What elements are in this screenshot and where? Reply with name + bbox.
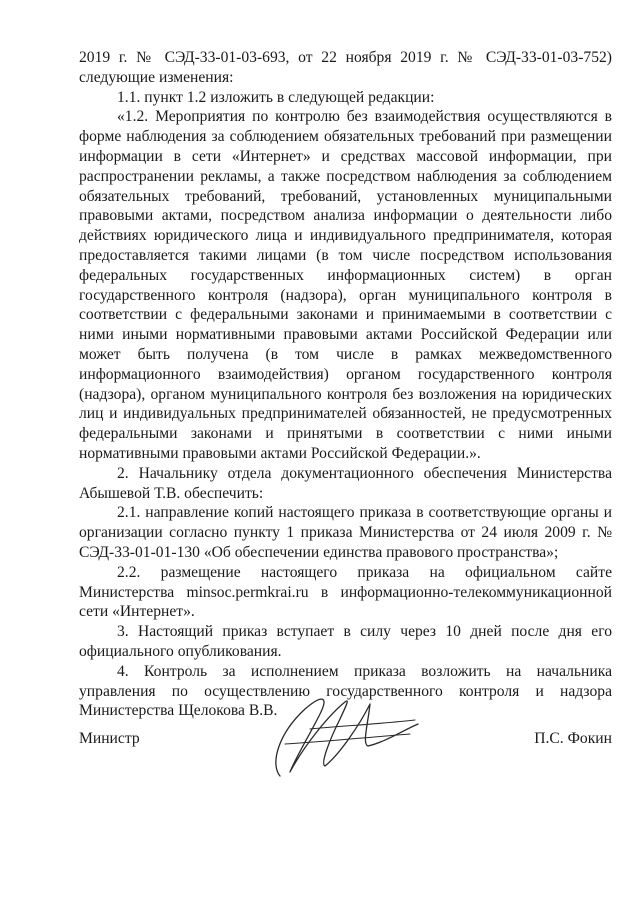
signatory-title: Министр (79, 730, 140, 747)
paragraph-4: 4. Контроль за исполнением приказа возложить на начальника управления по осуществлению государственного контроля и надзора Министерства Щелокова В.В. (79, 662, 612, 720)
signatory-name: П.С. Фокин (534, 730, 612, 747)
paragraph-2-1: 2.1. направление копий настоящего приказа в соответствующие органы и организации согласно пункту 1 приказа Министерства от 24 июля 2009 г. № СЭД-33-01-01-130 «Об обеспечении единства правового пространства»; (79, 504, 612, 561)
paragraph-1-2-new-text: «1.2. Мероприятия по контролю без взаимодействия осуществляются в форме наблюдения за соблюдением обязательных требований при размещении информации в сети «Интернет» и средствах массовой информации, при распространении рекламы, а также посредством наблюдения за соблюдением обязательных требований, требований, установленных муниципальными правовыми актами, посредством анализа информации о деятельности либо действиях юридического лица и индивидуального предпринимателя, которая предоставляется такими лицами (в том числе посредством использования федеральных государственных информационных систем) в орган государственного контроля (надзора), орган муниципального контроля в соответствии с федеральными законами и принимаемыми в соответствии с ними иными нормативными правовыми актами Российской Федерации или может быть получена (в том числе в рамках межведомственного информационного взаимодействия) органом государственного контроля (надзора), органом муниципального контроля без возложения на юридических лиц и индивидуальных предпринимателей обязанностей, не предусмотренных федеральными законами и принятыми в соответствии с ними иными нормативными правовыми актами Российской Федерации.». (79, 108, 612, 462)
signature-block (79, 729, 612, 753)
paragraph-1-1: 1.1. пункт 1.2 изложить в следующей редакции: (117, 88, 435, 106)
paragraph-3: 3. Настоящий приказ вступает в силу через 10 дней после дня его официального опубликования. (79, 623, 612, 660)
paragraph-2: 2. Начальнику отдела документационного обеспечения Министерства Абышевой Т.В. обеспечить: (79, 464, 612, 502)
paragraph-amendments-intro: 2019 г. № СЭД-33-01-03-693, от 22 ноября 2019 г. № СЭД-33-01-03-752) следующие изменения: (79, 49, 612, 86)
document-body (79, 48, 612, 721)
paragraph-2-2: 2.2. размещение настоящего приказа на официальном сайте Министерства minsoc.permkrai.ru в информационно-телекоммуникационной сети «Интернет». (79, 563, 612, 621)
